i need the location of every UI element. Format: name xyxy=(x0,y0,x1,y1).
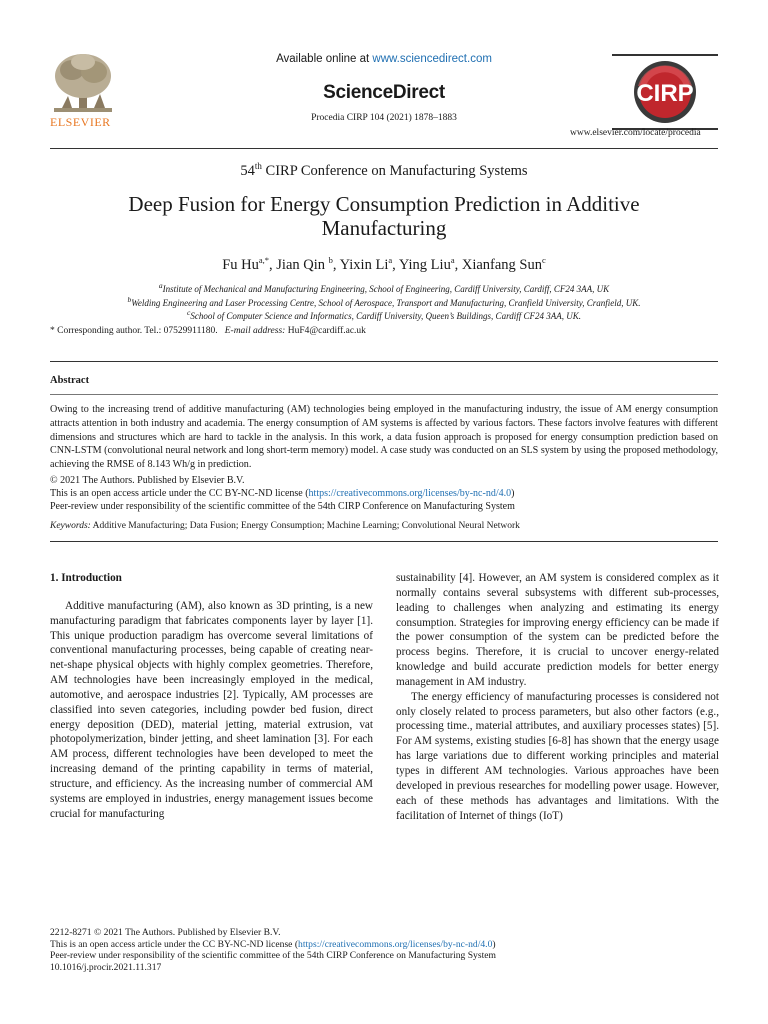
license-suffix: ) xyxy=(511,488,515,499)
conference-name xyxy=(0,161,768,180)
section-heading-introduction: 1. Introduction xyxy=(50,572,122,584)
author-list: Fu $Hu^{a,*}$, Jian Qin $^b$, Yixin Li$^a$, Ying Liu$^a$, Xianfang Sun$^c$ xyxy=(222,255,546,273)
author-name: Yixin Li xyxy=(339,256,389,273)
elsevier-wordmark: ELSEVIER xyxy=(50,115,111,129)
intro-paragraph-2: The energy efficiency of manufacturing processes is considered not only closely related to process parameters, but also other factors (e.g., processing time., material attributes, and auxiliary processes states) [5]. For AM systems, existing studies [6-8] has shown that the energy usage has large variations due to different working principles and material types in different AM technologies. Various approaches have been developed in previous researches for modelling power usage. However, each of these methods has advantages and limitations. With the facilitation of Internet of things (IoT) xyxy=(396,690,719,822)
keywords-list: Additive Manufacturing; Data Fusion; Energy Consumption; Machine Learning; Convolutional Neural Network xyxy=(90,521,520,531)
affiliation-sup: a xyxy=(158,281,163,290)
footer-license-prefix: This is an open access article under the CC BY-NC-ND license ( xyxy=(50,938,299,950)
footer-peer-review: Peer-review under responsibility of the scientific committee of the 54th CIRP Conference on Manufacturing System xyxy=(50,950,496,962)
conference-ordinal: 54 xyxy=(240,162,255,179)
affiliation-text: Institute of Mechanical and Manufacturing Engineering, School of Engineering, Cardiff University, Cardiff, CF24 3AA, UK xyxy=(162,284,610,294)
license-line xyxy=(50,488,514,499)
corresponding-author xyxy=(50,326,366,336)
author-name: Xianfang Sun xyxy=(461,256,542,273)
author-sup: b xyxy=(328,255,333,265)
abstract-bottom-rule xyxy=(50,541,718,542)
svg-text:CIRP: CIRP xyxy=(636,80,694,107)
affiliation-b xyxy=(0,295,768,308)
affiliation-sup: c xyxy=(187,308,191,317)
journal-reference: Procedia CIRP 104 (2021) 1878–1883 xyxy=(311,113,457,123)
license-link[interactable]: https://creativecommons.org/licenses/by-nc-nd/4.0 xyxy=(308,488,512,499)
corresponding-author-info: * Corresponding author. Tel.: 07529911180. xyxy=(50,326,225,336)
header-divider xyxy=(50,148,718,149)
left-column xyxy=(50,571,373,822)
conference-ordinal-suffix: th xyxy=(254,161,262,171)
abstract-heading: Abstract xyxy=(50,375,90,386)
available-online-label: Available online at xyxy=(276,53,373,65)
footer-issn-copyright: 2212-8271 © 2021 The Authors. Published by Elsevier B.V. xyxy=(50,927,281,938)
intro-paragraph-1-continued: sustainability [4]. However, an AM system is considered complex as it normally contains several subsystems with different sub-processes, leading to challenges when analyzing and estimating its energy consumption. Strategies for improving energy efficiency can be made if the power consumption of the system can be predicted before the process begins. Therefore, it is crucial to uncover energy-related knowledge and build accurate prediction models for better energy management in AM industry. xyxy=(396,572,719,688)
author-name: Jian Qin xyxy=(276,256,326,273)
keywords-line xyxy=(50,521,520,531)
copyright-line: © 2021 The Authors. Published by Elsevier B.V. xyxy=(50,475,245,486)
abstract-heading-rule xyxy=(50,394,718,395)
affiliation-c xyxy=(0,308,768,321)
peer-review-line: Peer-review under responsibility of the scientific committee of the 54th CIRP Conference on Manufacturing System xyxy=(50,501,515,512)
abstract-body: Owing to the increasing trend of additive manufacturing (AM) technologies being employed in the manufacturing industry, the issue of AM energy consumption attracts attention in both industry and academia. The energy consumption of AM systems is affected by various factors. These factors involve features with different dimensions and structures which are hard to tackle in the analysis. In this work, a data fusion approach is proposed for energy consumption prediction based on CNN-LSTM (convolutional neural network and long short-term memory) model. A case study was conducted on an SLS system by using the proposed methodology, achieving the RMSE of 8.143 Wh/g in prediction. xyxy=(50,404,718,471)
affiliation-a xyxy=(0,281,768,294)
paper-title: Deep Fusion for Energy Consumption Prediction in Additive Manufacturing xyxy=(128,192,640,240)
email-address[interactable]: HuF4@cardiff.ac.uk xyxy=(285,326,366,336)
procedia-url[interactable]: www.elsevier.com/locate/procedia xyxy=(570,128,701,138)
cirp-logo xyxy=(612,56,718,128)
author-name: Fu Hu xyxy=(222,256,259,273)
cirp-logo-box xyxy=(612,54,718,130)
footer-license-suffix: ) xyxy=(492,938,496,950)
keywords-label: Keywords: xyxy=(50,521,91,531)
author-sup: a xyxy=(450,255,455,265)
footer-license-link[interactable]: https://creativecommons.org/licenses/by-nc-nd/4.0 xyxy=(298,938,493,950)
affiliation-sup: b xyxy=(127,295,132,304)
right-column xyxy=(396,571,719,823)
conference-title: CIRP Conference on Manufacturing Systems xyxy=(261,162,528,179)
abstract-top-rule xyxy=(50,361,718,362)
affiliation-text: School of Computer Science and Informatics, Cardiff University, Queen’s Buildings, Cardiff CF24 3AA, UK. xyxy=(190,311,581,321)
author-sup: a xyxy=(388,255,393,265)
author-sup: a,* xyxy=(258,255,270,265)
page-footer xyxy=(50,927,496,973)
footer-license xyxy=(50,939,496,951)
license-prefix: This is an open access article under the CC BY-NC-ND license ( xyxy=(50,488,309,499)
email-label: E-mail address: xyxy=(224,326,286,336)
footer-doi[interactable]: 10.1016/j.procir.2021.11.317 xyxy=(50,961,162,973)
author-sup: c xyxy=(542,255,546,265)
intro-paragraph-1: Additive manufacturing (AM), also known as 3D printing, is a new manufacturing paradigm that fabricates components layer by layer [1]. This unique production paradigm has overcome several limitations of conventional manufacturing processes, being capable of creating near-net-shape physical objects with highly complex geometries. Therefore, AM technologies have been increasingly employed in the medical, automotive, and aerospace industries [2]. Typically, AM processes are classified into seven categories, including powder bed fusion, direct energy deposition (DED), material jetting, material extrusion, vat photopolymerization, binder jetting, and sheet lamination [3]. For each AM process, different technologies have been developed to meet the increasing demand of the printing capability in terms of material, structure, and efficiency. As the increasing number of commercial AM systems are employed in industries, energy management issues become crucial for manufacturing xyxy=(50,599,373,820)
affiliation-text: Welding Engineering and Laser Processing Centre, School of Aerospace, Transport and Manufacturing, Cranfield University, Cranfield, UK. xyxy=(131,298,641,308)
author-name: Ying Liu xyxy=(398,256,451,273)
sciencedirect-link[interactable]: www.sciencedirect.com xyxy=(372,53,492,65)
sciencedirect-logo: ScienceDirect xyxy=(323,82,445,103)
